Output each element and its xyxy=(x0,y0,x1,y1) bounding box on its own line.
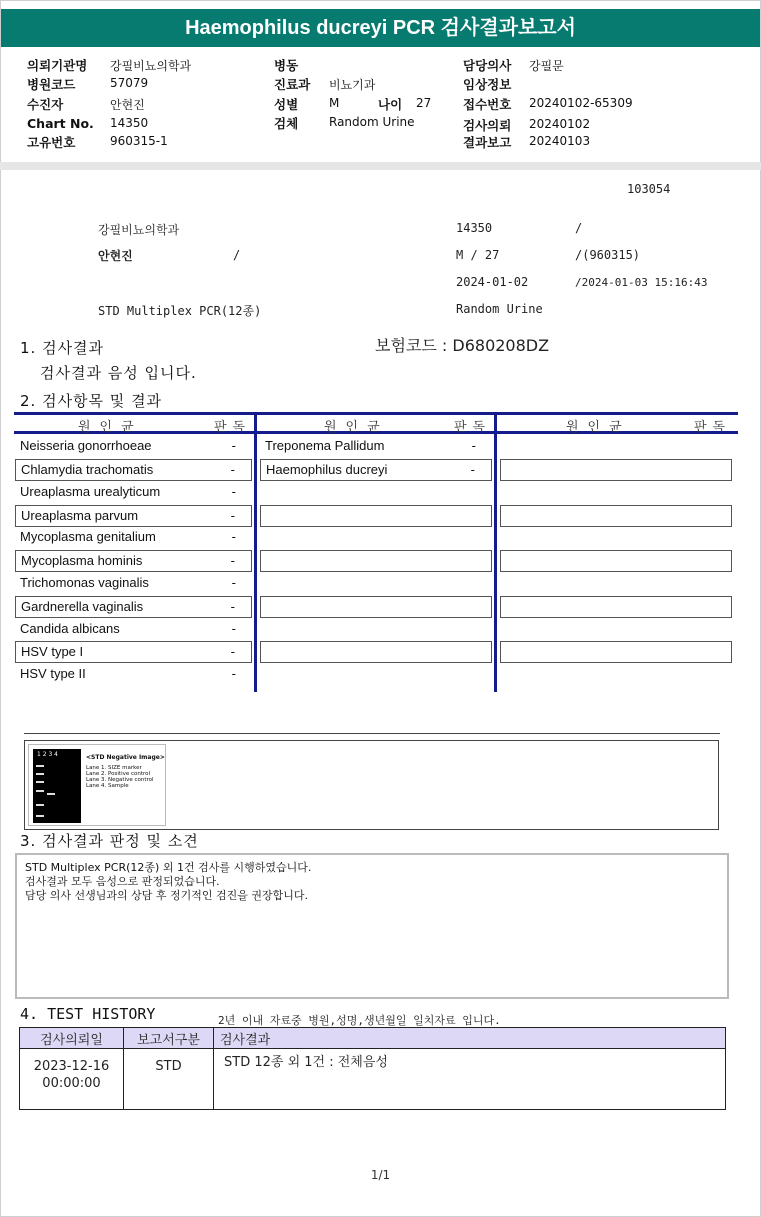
hdr-label-sex: 성별 xyxy=(274,97,299,112)
gel-band xyxy=(36,790,44,792)
hdr-label-report-date: 결과보고 xyxy=(463,135,512,150)
hdr-label-receipt-no: 접수번호 xyxy=(463,97,512,112)
history-cell-date xyxy=(20,1049,124,1110)
header-separator xyxy=(0,162,761,170)
grid-empty-cell xyxy=(260,596,492,618)
opinion-line: 검사결과 모두 음성으로 판정되었습니다. xyxy=(25,875,220,888)
grid-row: Chlamydia trachomatis - xyxy=(15,459,252,481)
gel-image-box xyxy=(24,740,719,830)
history-header-row xyxy=(20,1028,726,1049)
info-slash-1: / xyxy=(575,221,583,235)
info-name: 안현진 xyxy=(98,249,133,263)
gel-photo xyxy=(33,749,81,823)
doc-code: 103054 xyxy=(627,182,671,196)
hdr-value-chart: 14350 xyxy=(110,116,149,130)
grid-row: Mycoplasma genitalium - xyxy=(20,529,236,544)
history-table xyxy=(19,1027,726,1110)
hdr-value-clinic: 강필비뇨의학과 xyxy=(110,59,192,73)
info-birth: /(960315) xyxy=(575,248,641,262)
section3-title: 3. 검사결과 판정 및 소견 xyxy=(20,832,199,850)
grid-row: Candida albicans - xyxy=(20,621,236,636)
hdr-value-hospital-code: 57079 xyxy=(110,76,149,90)
info-chart: 14350 xyxy=(456,221,493,235)
hdr-value-patient: 안현진 xyxy=(110,98,145,112)
grid-row: Gardnerella vaginalis - xyxy=(15,596,252,618)
history-cell-type: STD xyxy=(124,1049,214,1110)
grid-row: HSV type I - xyxy=(15,641,252,663)
hdr-value-doctor: 강필문 xyxy=(529,59,564,73)
hdr-label-specimen: 검체 xyxy=(274,116,299,131)
history-header-result: 검사결과 xyxy=(214,1028,726,1049)
report-title: Haemophilus ducreyi PCR 검사결과보고서 xyxy=(1,9,760,47)
info-clinic: 강필비뇨의학과 xyxy=(98,223,180,237)
hdr-label-age: 나이 xyxy=(378,97,403,112)
gel-legend-4: Lane 4. Sample xyxy=(86,783,129,789)
info-date-received: 2024-01-02 xyxy=(456,275,529,289)
grid-row: Treponema Pallidum - xyxy=(265,438,476,453)
page-number: 1/1 xyxy=(370,1168,391,1182)
grid-header-organism-3: 원인균 xyxy=(566,420,631,435)
history-header-type: 보고서구분 xyxy=(124,1028,214,1049)
gel-legend-1: Lane 1. SIZE marker xyxy=(86,765,142,771)
history-note: 2년 이내 자료중 병원,성명,생년월일 일치자료 입니다. xyxy=(218,1014,501,1027)
hdr-label-clinical-info: 임상정보 xyxy=(463,77,512,92)
info-test-name: STD Multiplex PCR(12종) xyxy=(98,304,262,318)
gel-band xyxy=(36,804,44,806)
grid-row: Neisseria gonorrhoeae - xyxy=(20,438,236,453)
hdr-value-specimen: Random Urine xyxy=(329,115,415,129)
opinion-line: STD Multiplex PCR(12종) 외 1건 검사를 시행하였습니다. xyxy=(25,861,312,874)
divider-line xyxy=(24,733,720,734)
result-grid-header xyxy=(14,412,738,434)
hdr-label-chart: Chart No. xyxy=(27,116,94,131)
gel-band xyxy=(36,781,44,783)
opinion-box xyxy=(15,853,729,999)
grid-header-organism-2: 원인균 xyxy=(324,420,389,435)
grid-header-reading-1: 판독 xyxy=(214,420,252,435)
grid-row: Trichomonas vaginalis - xyxy=(20,575,236,590)
info-sex-age: M / 27 xyxy=(456,248,500,262)
grid-row: Mycoplasma hominis - xyxy=(15,550,252,572)
gel-band xyxy=(36,765,44,767)
history-header-date: 검사의뢰일 xyxy=(20,1028,124,1049)
info-slash-2: / xyxy=(233,248,241,262)
hdr-value-sex: M xyxy=(329,96,340,110)
grid-row: HSV type II - xyxy=(20,666,236,681)
grid-empty-cell xyxy=(500,641,732,663)
hdr-label-id: 고유번호 xyxy=(27,135,76,150)
grid-empty-cell xyxy=(260,641,492,663)
grid-empty-cell xyxy=(260,505,492,527)
section4-title: 4. TEST HISTORY xyxy=(20,1005,156,1023)
hdr-label-hospital-code: 병원코드 xyxy=(27,77,76,92)
gel-legend-2: Lane 2. Positive control xyxy=(86,771,151,777)
gel-image xyxy=(28,744,166,826)
grid-row: Haemophilus ducreyi - xyxy=(260,459,492,481)
history-cell-result: STD 12종 외 1건 : 전체음성 xyxy=(214,1049,726,1110)
grid-header-reading-3: 판독 xyxy=(694,420,732,435)
gel-legend-3: Lane 3. Negative control xyxy=(86,777,154,783)
grid-row: Ureaplasma urealyticum - xyxy=(20,484,236,499)
info-date-reported: /2024-01-03 15:16:43 xyxy=(575,276,708,289)
grid-divider-2 xyxy=(494,412,497,692)
grid-header-reading-2: 판독 xyxy=(454,420,492,435)
grid-header-organism-1: 원인균 xyxy=(78,420,143,435)
section1-title: 1. 검사결과 xyxy=(20,339,105,357)
grid-empty-cell xyxy=(500,596,732,618)
opinion-line: 담당 의사 선생님과의 상담 후 정기적인 검진을 권장합니다. xyxy=(25,889,308,902)
history-date: 2023-12-16 xyxy=(33,1059,110,1074)
hdr-label-clinic: 의뢰기관명 xyxy=(27,58,88,73)
gel-lane-numbers: 1 2 3 4 xyxy=(37,751,58,758)
info-specimen: Random Urine xyxy=(456,302,543,316)
gel-band xyxy=(36,773,44,775)
hdr-value-receipt-no: 20240102-65309 xyxy=(529,96,633,110)
section1-result: 검사결과 음성 입니다. xyxy=(40,364,197,382)
gel-image-title: <STD Negative Image> xyxy=(86,754,165,761)
grid-divider-1 xyxy=(254,412,257,692)
hdr-value-department: 비뇨기과 xyxy=(329,78,376,92)
hdr-value-report-date: 20240103 xyxy=(529,134,591,148)
grid-empty-cell xyxy=(260,550,492,572)
gel-band xyxy=(47,793,55,795)
hdr-label-patient: 수진자 xyxy=(27,97,64,112)
hdr-value-id: 960315-1 xyxy=(110,134,168,148)
table-row xyxy=(20,1049,726,1110)
hdr-label-request-date: 검사의뢰 xyxy=(463,118,512,133)
hdr-label-ward: 병동 xyxy=(274,58,299,73)
hdr-value-age: 27 xyxy=(416,96,432,110)
hdr-value-request-date: 20240102 xyxy=(529,117,591,131)
grid-empty-cell xyxy=(500,459,732,481)
insurance-code: 보험코드 : D680208DZ xyxy=(375,336,550,355)
gel-band xyxy=(36,815,44,817)
hdr-label-department: 진료과 xyxy=(274,77,311,92)
history-time: 00:00:00 xyxy=(42,1076,101,1091)
grid-empty-cell xyxy=(500,505,732,527)
grid-row: Ureaplasma parvum - xyxy=(15,505,252,527)
section2-title: 2. 검사항목 및 결과 xyxy=(20,392,163,410)
grid-empty-cell xyxy=(500,550,732,572)
hdr-label-doctor: 담당의사 xyxy=(463,58,512,73)
